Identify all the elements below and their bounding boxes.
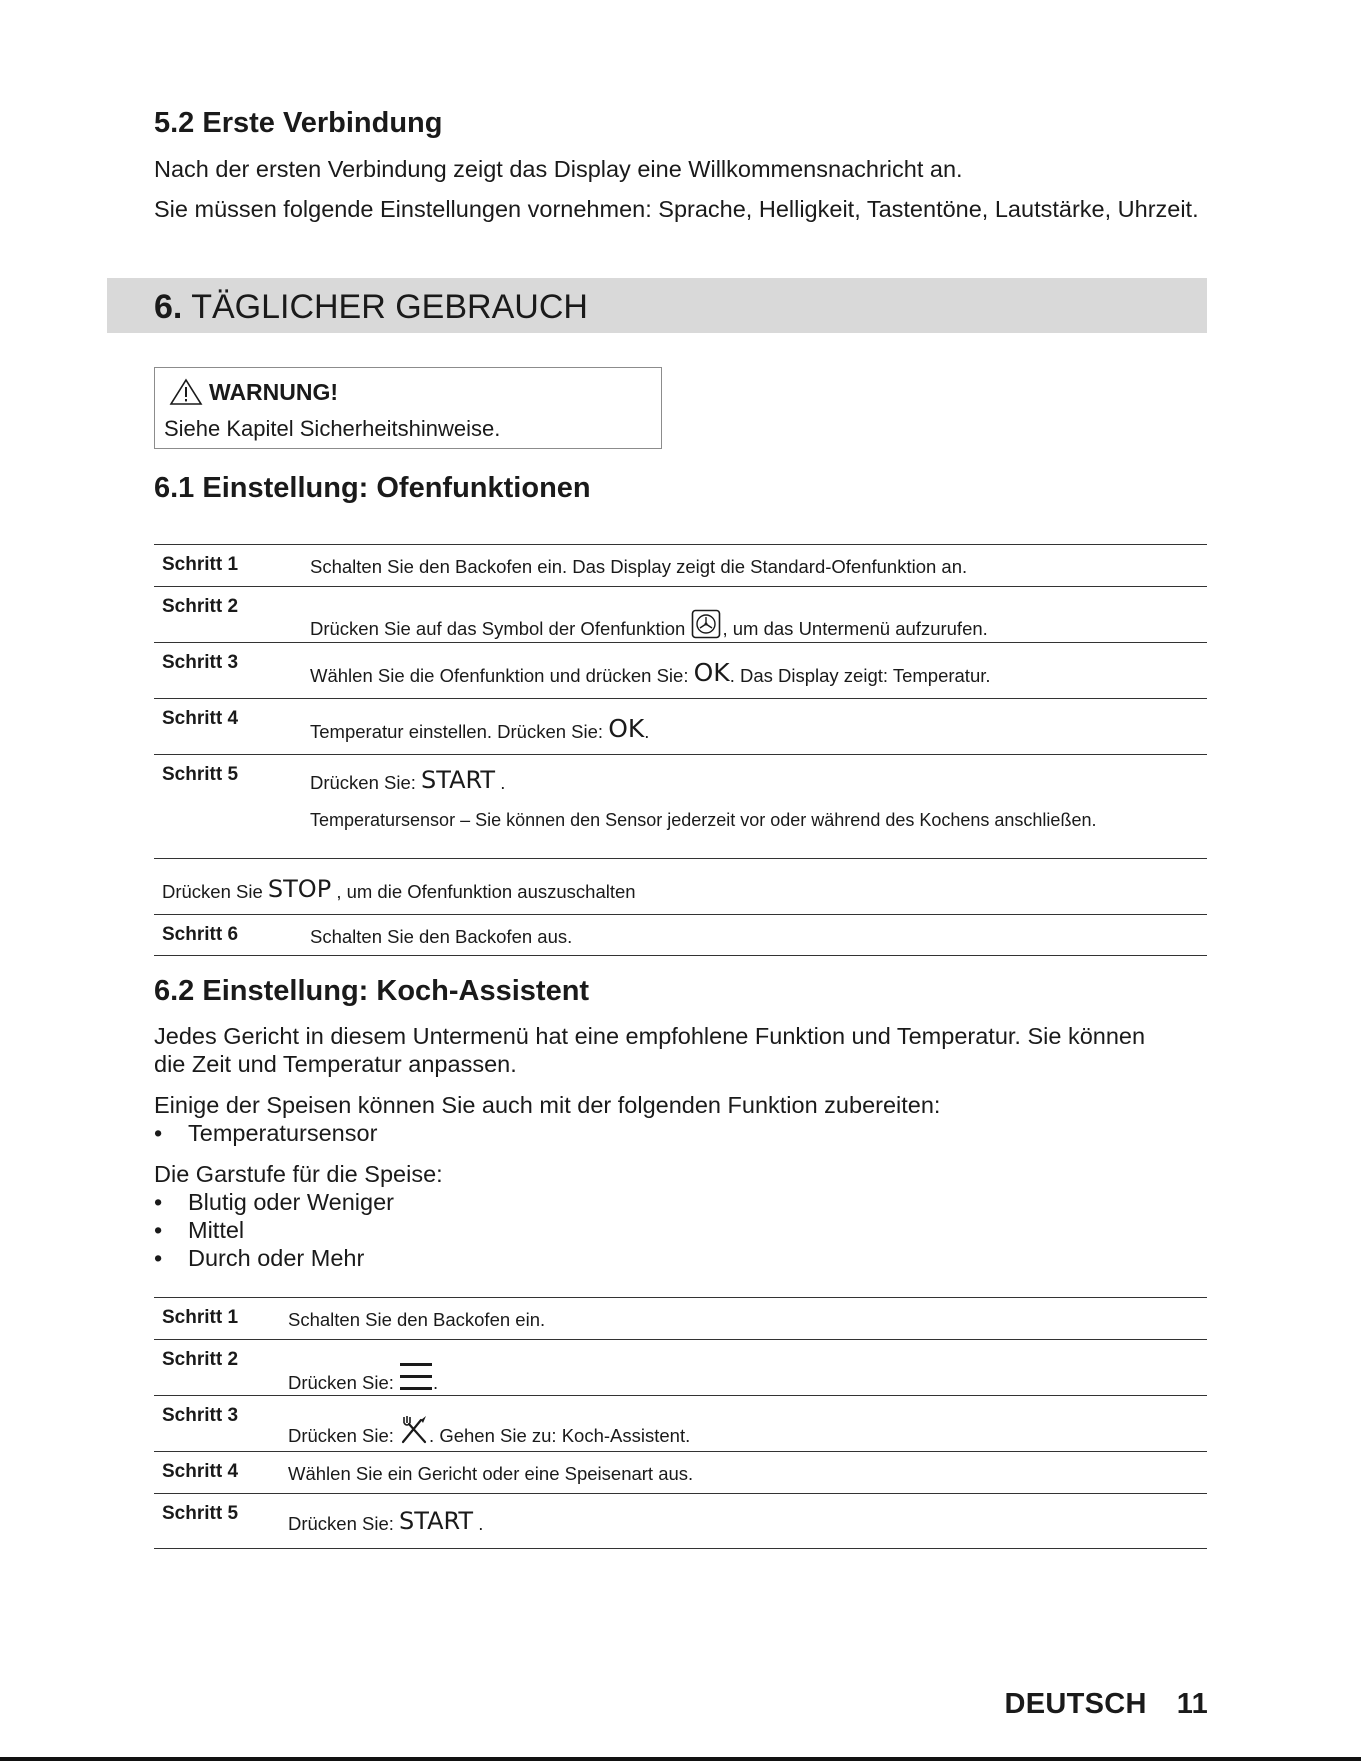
step-text: Wählen Sie ein Gericht oder eine Speisenart aus. [288, 1463, 694, 1484]
step-text-after: , um das Untermenü aufzurufen. [722, 618, 988, 639]
table-row [154, 754, 1207, 858]
step-text-before: Wählen Sie die Ofenfunktion und drücken Sie: [310, 665, 689, 686]
step-label: Schritt 2 [162, 1349, 239, 1370]
bottom-border [0, 1757, 1361, 1761]
step-text-after: . [644, 721, 650, 742]
step-label: Schritt 3 [162, 652, 239, 673]
step-text [288, 1360, 438, 1394]
step-label: Schritt 5 [162, 764, 239, 785]
table-row [154, 698, 1207, 754]
step-label: Schritt 1 [162, 554, 239, 575]
chapter-title-text: TÄGLICHER GEBRAUCH [191, 288, 588, 326]
function-list [154, 1119, 377, 1147]
table-row [154, 1297, 1207, 1339]
warning-box [154, 367, 662, 449]
step-label: Schritt 3 [162, 1405, 239, 1426]
step-text [288, 1414, 690, 1447]
step-text-before: Drücken Sie: [288, 1513, 394, 1534]
warning-title-row [169, 378, 338, 406]
step-text-after: . Gehen Sie zu: Koch-Assistent. [429, 1425, 691, 1446]
menu-icon [399, 1360, 433, 1392]
section-6-2-paragraph-2: Einige der Speisen können Sie auch mit der folgenden Funktion zubereiten: [154, 1092, 941, 1118]
section-6-1-steps-table [154, 544, 1207, 956]
step-text [310, 609, 988, 640]
list-item: • Mittel [154, 1216, 394, 1244]
chapter-6-title [154, 288, 588, 327]
table-row [154, 1493, 1207, 1549]
section-5-2-paragraph-2: Sie müssen folgende Einstellungen vornehmen: Sprache, Helligkeit, Tastentöne, Lautstärke, Uhrzeit. [154, 196, 1199, 222]
step-text [310, 766, 506, 794]
step-text-after: . [433, 1372, 439, 1393]
ok-symbol: OK [608, 714, 645, 743]
step-label: Schritt 6 [162, 924, 239, 945]
temperature-sensor-note: Temperatursensor – Sie können den Sensor jederzeit vor oder während des Kochens anschließen. [310, 810, 1097, 830]
section-5-2-heading: 5.2 Erste Verbindung [154, 107, 443, 139]
step-label: Schritt 4 [162, 708, 239, 729]
page-footer [1004, 1688, 1208, 1721]
doneness-list [154, 1188, 394, 1272]
ok-symbol: OK [693, 658, 730, 687]
section-6-2-steps-table [154, 1297, 1207, 1549]
warning-triangle-icon [169, 378, 203, 406]
fork-knife-icon [399, 1414, 429, 1444]
step-text-before: Drücken Sie auf das Symbol der Ofenfunktion [310, 618, 686, 639]
oven-function-icon [691, 609, 721, 639]
step-text: Schalten Sie den Backofen ein. [288, 1309, 546, 1330]
step-text: Schalten Sie den Backofen aus. [310, 926, 573, 947]
stop-text-before: Drücken Sie [162, 881, 263, 902]
start-symbol: START [399, 1507, 474, 1535]
stop-text-after: , um die Ofenfunktion auszuschalten [336, 881, 636, 902]
section-5-2-paragraph-1: Nach der ersten Verbindung zeigt das Display eine Willkommensnachricht an. [154, 156, 963, 182]
step-label: Schritt 2 [162, 596, 239, 617]
list-item: • Temperatursensor [154, 1119, 377, 1147]
step-label: Schritt 1 [162, 1307, 239, 1328]
step-text-before: Drücken Sie: [288, 1425, 394, 1446]
list-item: • Blutig oder Weniger [154, 1188, 394, 1216]
step-text: Schalten Sie den Backofen ein. Das Display zeigt die Standard-Ofenfunktion an. [310, 556, 968, 577]
table-row [154, 544, 1207, 586]
table-row [154, 1339, 1207, 1395]
step-text-after: . [478, 1513, 484, 1534]
step-text [288, 1507, 484, 1535]
step-label: Schritt 5 [162, 1503, 239, 1524]
list-item: • Durch oder Mehr [154, 1244, 394, 1272]
step-text-before: Drücken Sie: [288, 1372, 394, 1393]
footer-language: DEUTSCH [1004, 1688, 1147, 1720]
section-6-2-paragraph-1: Jedes Gericht in diesem Untermenü hat eine empfohlene Funktion und Temperatur. Sie können die Zeit und Temperatur anpassen. [154, 1023, 1146, 1077]
table-row [154, 914, 1207, 956]
section-6-1-heading: 6.1 Einstellung: Ofenfunktionen [154, 472, 591, 504]
page-number: 11 [1176, 1688, 1208, 1720]
step-text-before: Drücken Sie: [310, 772, 416, 793]
table-row [154, 1395, 1207, 1451]
warning-title: WARNUNG! [209, 378, 339, 405]
step-text [310, 714, 650, 743]
step-label: Schritt 4 [162, 1461, 239, 1482]
stop-row [154, 858, 1207, 914]
table-row [154, 586, 1207, 642]
step-text [310, 658, 991, 687]
table-row [154, 1451, 1207, 1493]
chapter-number: 6. [154, 288, 183, 326]
step-text-before: Temperatur einstellen. Drücken Sie: [310, 721, 604, 742]
chapter-6-header [107, 278, 1207, 333]
stop-text [162, 875, 636, 903]
section-6-2-paragraph-3: Die Garstufe für die Speise: [154, 1161, 443, 1187]
step-text-after: . Das Display zeigt: Temperatur. [729, 665, 991, 686]
step-text-after: . [500, 772, 506, 793]
section-6-2-heading: 6.2 Einstellung: Koch-Assistent [154, 975, 590, 1007]
table-row [154, 642, 1207, 698]
start-symbol: START [421, 766, 496, 794]
warning-text: Siehe Kapitel Sicherheitshinweise. [164, 416, 501, 441]
stop-symbol: STOP [267, 875, 332, 903]
